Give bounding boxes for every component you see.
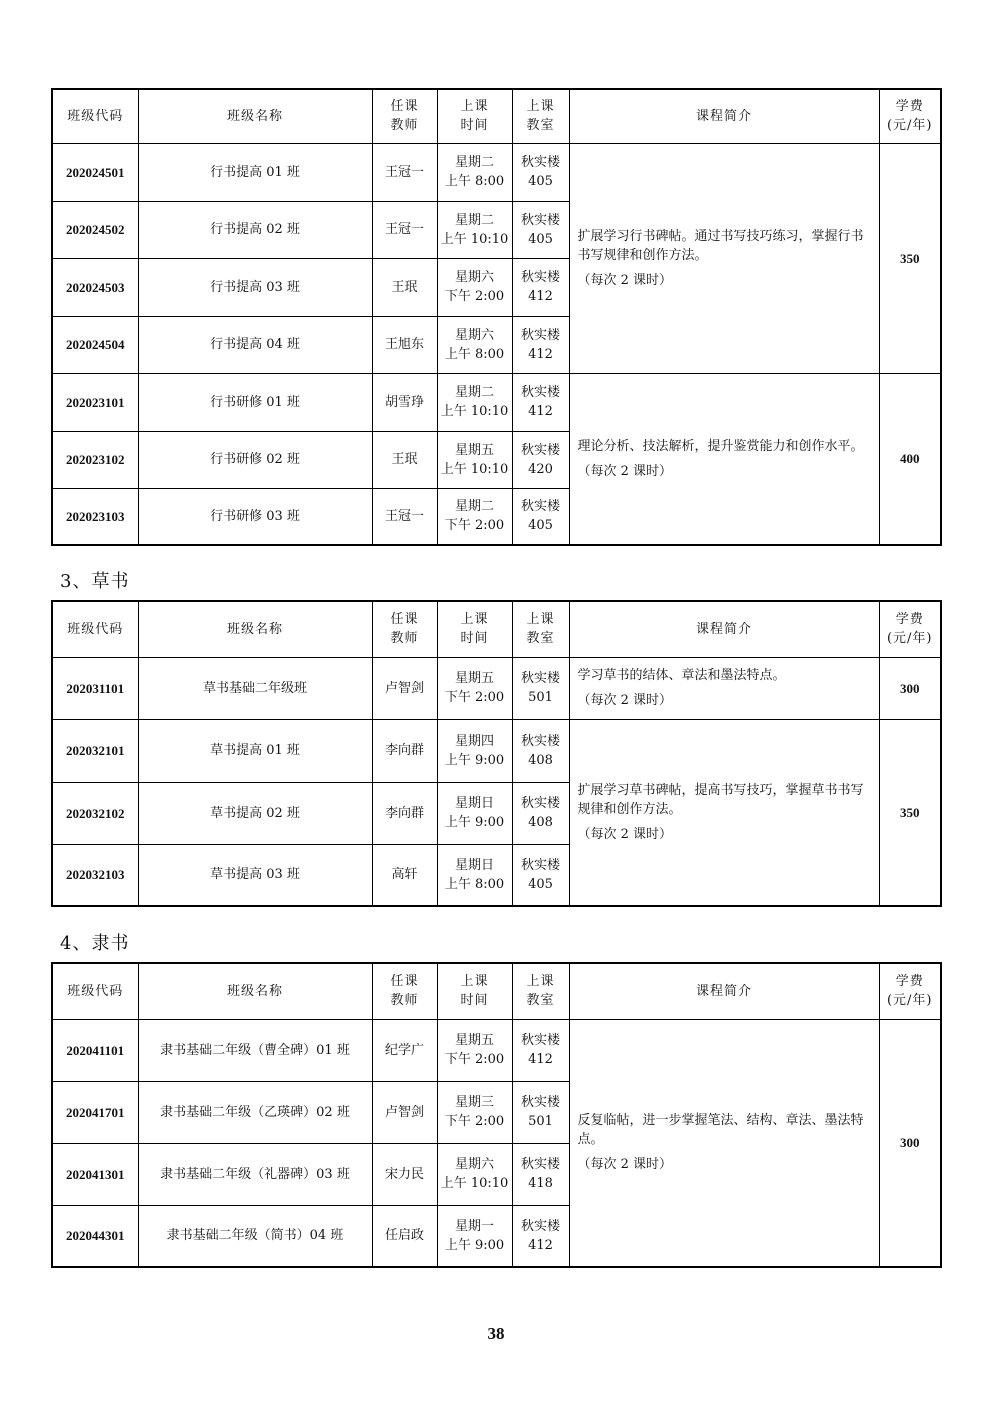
- description-note: （每次 2 课时）: [577, 826, 673, 842]
- class-time: [437, 1081, 512, 1143]
- teacher: 李向群: [372, 719, 437, 782]
- class-time: [437, 657, 512, 719]
- class-time: [437, 201, 512, 258]
- header-room-line2: 教室: [526, 993, 555, 1009]
- teacher: 王冠一: [372, 201, 437, 258]
- class-code: 202044301: [52, 1205, 138, 1267]
- header-teacher-line1: 任课: [390, 99, 419, 115]
- header-row: [52, 963, 941, 1019]
- class-hour: 下午 2:00: [444, 690, 505, 705]
- building: 秋实楼: [520, 1033, 560, 1048]
- room-number: 412: [528, 1052, 553, 1067]
- class-code: 202032101: [52, 719, 138, 782]
- classroom: [512, 657, 569, 719]
- classroom: [512, 1143, 569, 1205]
- header-fee-line1: 学费: [895, 974, 924, 990]
- building: 秋实楼: [520, 796, 560, 811]
- header-room: [512, 89, 569, 143]
- class-hour: 下午 2:00: [444, 1114, 505, 1129]
- header-time: [437, 963, 512, 1019]
- header-teacher: [372, 963, 437, 1019]
- header-time: [437, 89, 512, 143]
- header-room-line2: 教室: [526, 631, 555, 647]
- header-fee: [879, 601, 941, 657]
- header-teacher: [372, 601, 437, 657]
- teacher: 王珉: [372, 258, 437, 316]
- class-time: [437, 373, 512, 431]
- tuition-fee: 400: [879, 373, 941, 545]
- header-fee: [879, 963, 941, 1019]
- room-number: 418: [528, 1176, 553, 1191]
- header-fee-line2: (元/年): [886, 631, 933, 647]
- header-fee: [879, 89, 941, 143]
- table-row: [52, 1019, 941, 1081]
- description-note: （每次 2 课时）: [577, 693, 673, 708]
- building: 秋实楼: [520, 327, 560, 343]
- building: 秋实楼: [520, 270, 560, 285]
- class-hour: 上午 8:00: [444, 876, 505, 892]
- room-number: 408: [528, 752, 553, 768]
- classroom: [512, 1081, 569, 1143]
- class-name: 行书研修 03 班: [138, 488, 372, 545]
- building: 秋实楼: [520, 857, 560, 873]
- class-time: [437, 488, 512, 545]
- header-name: 班级名称: [138, 963, 372, 1019]
- class-day: 星期二: [454, 385, 494, 400]
- classroom: [512, 1205, 569, 1267]
- building: 秋实楼: [520, 1095, 560, 1110]
- class-day: 星期二: [454, 212, 494, 228]
- teacher: 李向群: [372, 782, 437, 844]
- room-number: 405: [528, 174, 553, 189]
- header-fee-line1: 学费: [895, 612, 924, 628]
- teacher: 宋力民: [372, 1143, 437, 1205]
- section-title-caoshu: 3、草书: [60, 571, 130, 592]
- header-fee-line1: 学费: [895, 99, 924, 115]
- class-name: 行书提高 03 班: [138, 258, 372, 316]
- header-teacher-line2: 教师: [390, 993, 419, 1009]
- header-time: [437, 601, 512, 657]
- building: 秋实楼: [520, 155, 560, 170]
- header-room-line2: 教室: [526, 118, 555, 134]
- description-note: （每次 2 课时）: [577, 1157, 673, 1173]
- teacher: 王珉: [372, 431, 437, 488]
- class-time: [437, 1205, 512, 1267]
- class-day: 星期一: [454, 1218, 494, 1234]
- room-number: 408: [528, 815, 553, 830]
- building: 秋实楼: [520, 499, 560, 515]
- room-number: 412: [528, 289, 553, 304]
- page-number: 38: [487, 1324, 505, 1343]
- class-code: 202041701: [52, 1081, 138, 1143]
- class-name: 草书基础二年级班: [138, 657, 372, 719]
- tuition-fee: 350: [879, 719, 941, 906]
- class-hour: 下午 2:00: [444, 1052, 505, 1067]
- class-code: 202023103: [52, 488, 138, 545]
- class-name: 隶书基础二年级（曹全碑）01 班: [138, 1019, 372, 1081]
- class-day: 星期日: [454, 796, 494, 811]
- class-code: 202023101: [52, 373, 138, 431]
- description-text: 扩展学习行书碑帖。通过书写技巧练习，掌握行书书写规律和创作方法。: [577, 228, 864, 263]
- header-time-line2: 时间: [460, 993, 489, 1009]
- class-name: 隶书基础二年级（乙瑛碑）02 班: [138, 1081, 372, 1143]
- class-time: [437, 782, 512, 844]
- class-code: 202041301: [52, 1143, 138, 1205]
- class-name: 行书提高 04 班: [138, 316, 372, 373]
- building: 秋实楼: [520, 212, 560, 228]
- class-hour: 上午 9:00: [444, 815, 505, 830]
- class-code: 202023102: [52, 431, 138, 488]
- class-hour: 上午 10:10: [440, 461, 509, 477]
- classroom: [512, 782, 569, 844]
- class-name: 行书提高 01 班: [138, 143, 372, 201]
- header-code: 班级代码: [52, 963, 138, 1019]
- room-number: 501: [528, 1114, 553, 1129]
- class-time: [437, 844, 512, 906]
- classroom: [512, 719, 569, 782]
- course-description: [569, 657, 879, 719]
- classroom: [512, 201, 569, 258]
- header-row: [52, 601, 941, 657]
- header-row: [52, 89, 941, 143]
- teacher: 高轩: [372, 844, 437, 906]
- description-text: 扩展学习草书碑帖，提高书写技巧，掌握草书书写规律和创作方法。: [577, 782, 864, 817]
- class-hour: 上午 8:00: [444, 346, 505, 362]
- header-time-line1: 上课: [460, 99, 489, 115]
- class-hour: 上午 8:00: [444, 174, 505, 189]
- class-name: 隶书基础二年级（简书）04 班: [138, 1205, 372, 1267]
- class-day: 星期五: [454, 671, 494, 686]
- class-code: 202032103: [52, 844, 138, 906]
- class-code: 202024503: [52, 258, 138, 316]
- class-time: [437, 719, 512, 782]
- classroom: [512, 1019, 569, 1081]
- class-time: [437, 1019, 512, 1081]
- classroom: [512, 143, 569, 201]
- class-name: 隶书基础二年级（礼器碑）03 班: [138, 1143, 372, 1205]
- class-time: [437, 1143, 512, 1205]
- description-note: （每次 2 课时）: [577, 272, 673, 288]
- class-day: 星期三: [454, 1095, 494, 1110]
- course-description: [569, 143, 879, 373]
- header-teacher-line2: 教师: [390, 118, 419, 134]
- class-name: 行书研修 02 班: [138, 431, 372, 488]
- table-row: [52, 657, 941, 719]
- tuition-fee: 300: [879, 657, 941, 719]
- class-hour: 上午 9:00: [444, 1237, 505, 1253]
- class-code: 202024501: [52, 143, 138, 201]
- class-day: 星期五: [454, 442, 494, 458]
- class-hour: 上午 9:00: [444, 752, 505, 768]
- teacher: 纪学广: [372, 1019, 437, 1081]
- header-time-line2: 时间: [460, 631, 489, 647]
- class-hour: 上午 10:10: [440, 1176, 509, 1191]
- header-name: 班级名称: [138, 89, 372, 143]
- class-day: 星期五: [454, 1033, 494, 1048]
- class-name: 行书研修 01 班: [138, 373, 372, 431]
- description-text: 反复临帖，进一步掌握笔法、结构、章法、墨法特点。: [577, 1113, 864, 1148]
- teacher: 任启政: [372, 1205, 437, 1267]
- description-text: 学习草书的结体、章法和墨法特点。: [577, 668, 786, 683]
- building: 秋实楼: [520, 1218, 560, 1234]
- class-name: 草书提高 02 班: [138, 782, 372, 844]
- description-note: （每次 2 课时）: [577, 463, 673, 479]
- class-name: 草书提高 01 班: [138, 719, 372, 782]
- room-number: 412: [528, 346, 553, 362]
- table-row: [52, 719, 941, 782]
- table-row: [52, 373, 941, 431]
- room-number: 420: [528, 461, 553, 477]
- teacher: 卢智剑: [372, 1081, 437, 1143]
- class-day: 星期二: [454, 499, 494, 515]
- header-code: 班级代码: [52, 601, 138, 657]
- course-table-xingshu: [51, 88, 942, 546]
- class-day: 星期六: [454, 270, 494, 285]
- class-hour: 下午 2:00: [444, 289, 505, 304]
- header-desc: 课程简介: [569, 601, 879, 657]
- header-room-line1: 上课: [526, 99, 555, 115]
- header-teacher: [372, 89, 437, 143]
- header-desc: 课程简介: [569, 89, 879, 143]
- header-time-line1: 上课: [460, 612, 489, 628]
- classroom: [512, 488, 569, 545]
- header-time-line1: 上课: [460, 974, 489, 990]
- building: 秋实楼: [520, 733, 560, 749]
- teacher: 王冠一: [372, 488, 437, 545]
- class-time: [437, 258, 512, 316]
- course-table-caoshu: [51, 600, 942, 907]
- header-time-line2: 时间: [460, 118, 489, 134]
- header-room: [512, 601, 569, 657]
- header-room-line1: 上课: [526, 974, 555, 990]
- room-number: 412: [528, 1237, 553, 1253]
- classroom: [512, 316, 569, 373]
- header-name: 班级名称: [138, 601, 372, 657]
- class-time: [437, 431, 512, 488]
- course-table-lishu: [51, 962, 942, 1268]
- tuition-fee: 300: [879, 1019, 941, 1267]
- class-name: 草书提高 03 班: [138, 844, 372, 906]
- building: 秋实楼: [520, 385, 560, 400]
- header-teacher-line2: 教师: [390, 631, 419, 647]
- class-code: 202024504: [52, 316, 138, 373]
- class-hour: 下午 2:00: [444, 518, 505, 534]
- header-teacher-line1: 任课: [390, 612, 419, 628]
- class-code: 202032102: [52, 782, 138, 844]
- teacher: 王旭东: [372, 316, 437, 373]
- class-day: 星期六: [454, 1157, 494, 1172]
- classroom: [512, 431, 569, 488]
- class-day: 星期日: [454, 857, 494, 873]
- description-text: 理论分析、技法解析，提升鉴赏能力和创作水平。: [577, 438, 864, 454]
- header-fee-line2: (元/年): [886, 993, 933, 1009]
- class-name: 行书提高 02 班: [138, 201, 372, 258]
- tuition-fee: 350: [879, 143, 941, 373]
- teacher: 王冠一: [372, 143, 437, 201]
- header-desc: 课程简介: [569, 963, 879, 1019]
- room-number: 405: [528, 876, 553, 892]
- table-row: [52, 143, 941, 201]
- classroom: [512, 373, 569, 431]
- teacher: 胡雪琤: [372, 373, 437, 431]
- class-code: 202024502: [52, 201, 138, 258]
- class-day: 星期四: [454, 733, 494, 749]
- class-day: 星期六: [454, 327, 494, 343]
- class-hour: 上午 10:10: [440, 231, 509, 247]
- room-number: 412: [528, 404, 553, 419]
- room-number: 405: [528, 518, 553, 534]
- class-day: 星期二: [454, 155, 494, 170]
- course-description: [569, 1019, 879, 1267]
- classroom: [512, 258, 569, 316]
- header-room-line1: 上课: [526, 612, 555, 628]
- header-teacher-line1: 任课: [390, 974, 419, 990]
- teacher: 卢智剑: [372, 657, 437, 719]
- header-code: 班级代码: [52, 89, 138, 143]
- course-description: [569, 719, 879, 906]
- room-number: 501: [528, 690, 553, 705]
- building: 秋实楼: [520, 671, 560, 686]
- building: 秋实楼: [520, 442, 560, 458]
- class-code: 202031101: [52, 657, 138, 719]
- course-description: [569, 373, 879, 545]
- classroom: [512, 844, 569, 906]
- section-title-lishu: 4、隶书: [60, 933, 130, 954]
- building: 秋实楼: [520, 1157, 560, 1172]
- class-code: 202041101: [52, 1019, 138, 1081]
- class-time: [437, 316, 512, 373]
- header-fee-line2: (元/年): [886, 118, 933, 134]
- header-room: [512, 963, 569, 1019]
- room-number: 405: [528, 231, 553, 247]
- class-hour: 上午 10:10: [440, 404, 509, 419]
- class-time: [437, 143, 512, 201]
